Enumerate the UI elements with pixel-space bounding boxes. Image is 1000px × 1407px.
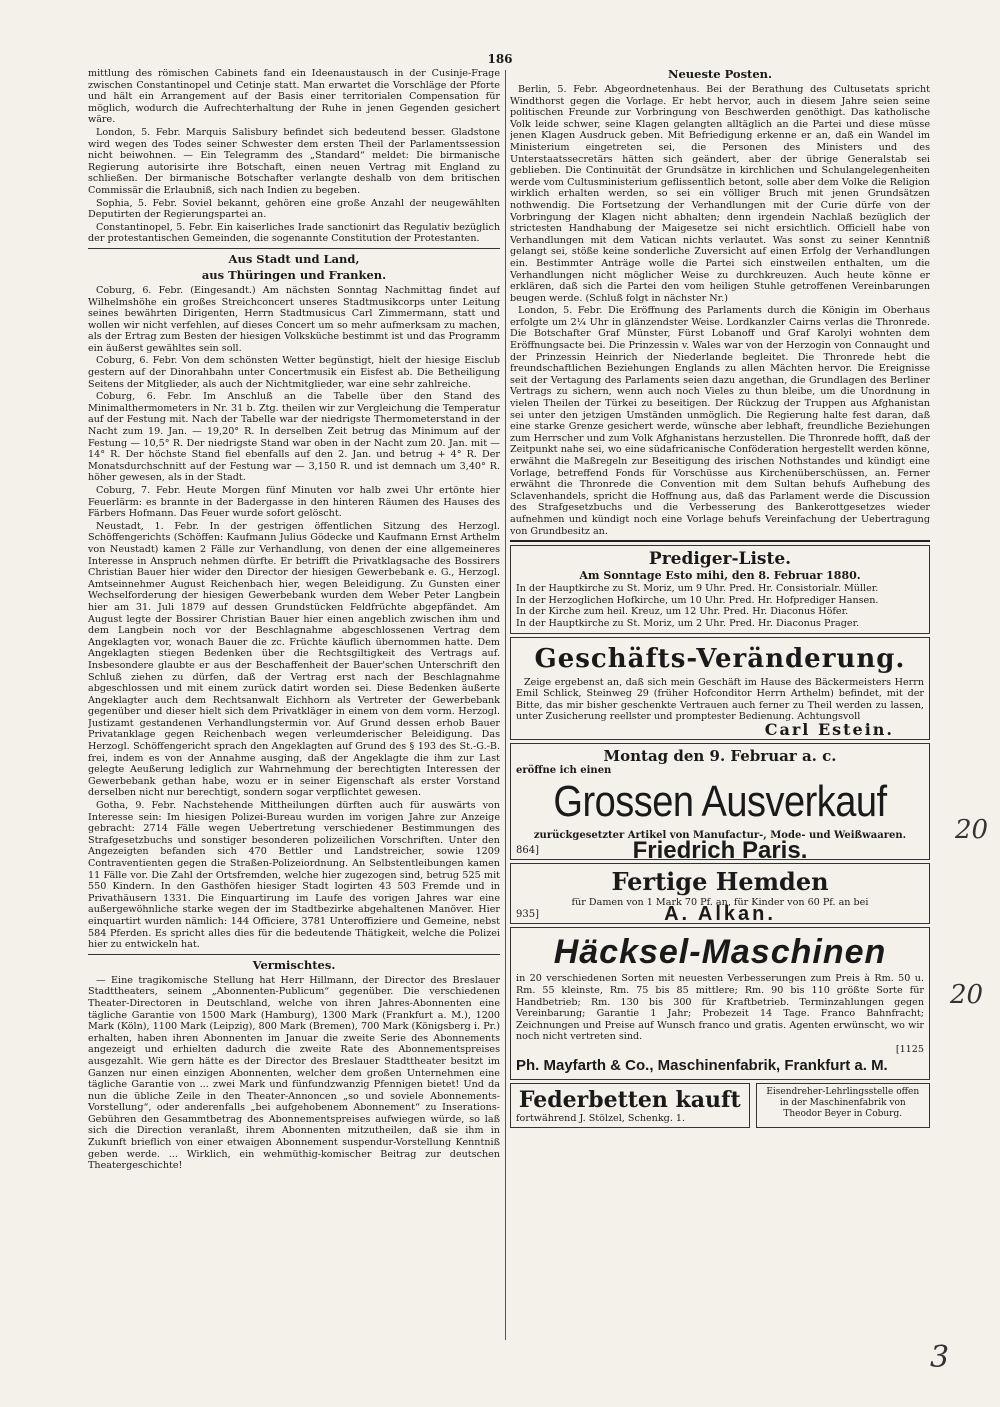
prediger-title: Prediger-Liste. xyxy=(648,549,792,570)
divider xyxy=(88,248,500,249)
article-neustadt: Neustadt, 1. Febr. In der gestrigen öffentlichen Sitzung des Herzogl. Schöffengerichts (Schöffen: Kaufmann Julius Gödecke und Kaufmann Ernst Arthelm von Neustadt) kamen 2 Fälle zur Verhandlung, von denen der eine allgemeineres Interesse in Anspruch nehmen dürfte. Er betrifft die Privatklagsache des Bossirers Christian Bauer hier wider den Director der hiesigen Gewerbebank e. G., Herzogl. Amtseinnehmer August Reichenbach hier, wegen Beleidigung. Zu Gunsten einer Wechselforderung der hiesigen Gewerbebank wurden dem Weber Peter Langbein hier am 31. Juli 1879 auf dessen Grundstücken Feldfrüchte abgepfändet. Am August legte der Bossirer Christian Bauer hier einen angeblich zwischen ihm und dem Langbein noch vor der Beschlagnahme abgeschlossenen Vertrag dem Angeklagten vor, wonach Bauer die zc. Früchte käuflich übernommen hatte. Dem Angeklagten stiegen Bedenken über die Rechtsgiltigkeit des Vertrags auf. Insbesondere glaubte er aus der Beschaffenheit der Bauer'schen Unterschrift den Schluß ziehen zu dürfen, daß der Vertrag erst nach der Beschlagnahme abgeschlossen und mit einem zurück datirt worden sei. Diese Bedenken äußerte Angeklagter auch dem Rechtsanwalt Eichhorn als Vertreter der Gewerbebank gegenüber und dieser hielt sich dem Privatkläger in einem von dem vorm. Herzogl. Justizamt gestandenen Verhandlungstermin vor. Auf Grund dessen erhob Bauer Privatanklage gegen Reichenbach wegen verleumderischer Beleidigung. Das Herzogl. Schöffengericht sprach den Angeklagten auf Grund des § 193 des St.-G.-B. frei, indem es von der Annahme ausging, daß der Angeklagte die ihm zur Last gelegte Aeußerung lediglich zur Wahrnehmung der berechtigten Interessen der Gewerbebank gethan habe, wozu er in seiner Eigenschaft als erster Vorstand derselben nicht nur berechtigt, sondern sogar verpflichtet gewesen. xyxy=(88,520,500,799)
pencil-mark: 3 xyxy=(930,1340,950,1375)
article-london: London, 5. Febr. Marquis Salisbury befindet sich bedeutend besser. Gladstone wird wegen des Todes seiner Schwester dem ersten Theil der Parlamentssession nicht beiwohnen. — Ein Telegramm des „Standard“ meldet: Die birmanische Regierung autorisirte ihre Botschaft, einen neuen Vertrag mit England zu schließen. Der birmanische Botschafter verlangte deshalb von dem britischen Commissär die Erlaubniß, sich nach Indien zu begeben. xyxy=(88,126,500,196)
article-sophia: Sophia, 5. Febr. Soviel bekannt, gehören eine große Anzahl der neugewählten Deputirten der Regierungspartei an. xyxy=(88,197,500,221)
hemden-title: Fertige Hemden xyxy=(611,867,829,897)
alkan-name: A. Alkan. xyxy=(664,902,776,925)
pencil-mark: 20 xyxy=(950,980,984,1010)
section-heading-posten: Neueste Posten. xyxy=(667,68,773,81)
geschaeft-signature: Carl Estein. xyxy=(764,719,894,739)
page-number: 186 xyxy=(487,52,513,66)
divider xyxy=(88,954,500,955)
right-column xyxy=(510,68,930,1348)
divider xyxy=(510,540,930,542)
section-heading-thueringen: aus Thüringen und Franken. xyxy=(201,267,387,282)
column-divider xyxy=(505,70,506,1340)
article-berlin: Berlin, 5. Febr. Abgeordnetenhaus. Bei der Berathung des Cultusetats spricht Windthorst gegen die Vorlage. Er hebt hervor, auch in diesem Jahre seien seine politischen Freunde zur Vorbringung von Beschwerden genöthigt. Das katholische Volk leide schwer, seine Klagen gelangten alltäglich an die Partei und diese müsse jenen Klagen Ausdruck geben. Mit Befriedigung erkenne er an, daß ein Wandel im Ministerium eingetreten sei, die Personen des Ministers und des Unterstaatssecretärs hätten sich geändert, aber der übrige Generalstab sei geblieben. Die Continuität der Grundsätze in kirchlichen und Schulangelegenheiten werde vom Cultusministerium geflissentlich betont, solle aber dem Volke die Religion wirklich erhalten werden, so sei ein völliger Bruch mit jenen Grundsätzen nothwendig. Die Fortsetzung der Verhandlungen mit der Curie dürfe von der Vorbringung der Klagen nicht abhalten; denn irgendein Nachlaß bezüglich der strictesten Handhabung der Maigesetze sei nicht ersichtlich. Officiell habe von Verhandlungen mit dem Vatican nichts verlautet. Was sonst zu seiner Kenntniß gelangt sei, stöße keine sonderliche Zuversicht auf einen Erfolg der Verhandlungen ein. Bestimmter Anträge wolle die Partei sich einstweilen enthalten, um die Verhandlungen nicht möglicher Weise zu durchkreuzen. Auch heute könne er erklären, daß sich die Partei den vom heiligen Stuhle getroffenen Vereinbarungen beugen werde. (Schluß folgt in nächster Nr.) xyxy=(510,84,930,304)
section-heading-vermischtes: Vermischtes. xyxy=(252,957,336,972)
friedrich-name: Friedrich Paris. xyxy=(632,836,808,864)
haeckel-text: in 20 verschiedenen Sorten mit neuesten Verbesserungen zum Preis à Rm. 50 u. Rm. 55 kleinste, Rm. 75 bis 85 mittlere; Rm. 90 bis 110 größte Sorte für Handbetrieb; Rm. 130 bis 300 für Kraftbetrieb. Terminzahlungen gegen Vereinbarung; Garantie 1 Jahr; Probezeit 14 Tage. Franco Bahnfracht; Zeichnungen und Preise auf Wunsch franco und gratis. Agenten erwünscht, wo wir noch nicht vertreten sind. xyxy=(516,973,924,1043)
hemden-text: für Damen von 1 Mark 70 Pf. an, für Kinder von 60 Pf. an bei xyxy=(571,897,869,909)
bottom-ads-row xyxy=(510,1083,930,1129)
ad-number: [1125 xyxy=(895,1044,924,1056)
montag-line: Montag den 9. Februar a. c. xyxy=(603,746,837,765)
ad-geschaefts-veraenderung xyxy=(510,637,930,740)
ad-ausverkauf xyxy=(510,743,930,864)
ad-hemden xyxy=(510,863,930,924)
article-coburg-4: Coburg, 7. Febr. Heute Morgen fünf Minuten vor halb zwei Uhr ertönte hier Feuerlärm: es brannte in der Badergasse in den hinteren Räumen des Hauses des Färbers Hofmann. Das Feuer wurde sofort gelöscht. xyxy=(88,485,500,520)
prediger-line: In der Kirche zum heil. Kreuz, um 12 Uhr. Pred. Hr. Diaconus Höfer. xyxy=(516,606,849,618)
ad-haeckel-maschinen xyxy=(510,927,930,1079)
ad-eisendreher: Eisendreher-Lehrlingsstelle offen in der Maschinenfabrik von Theodor Beyer in Coburg. xyxy=(756,1083,931,1129)
article-vermischtes: — Eine tragikomische Stellung hat Herr Hillmann, der Director des Breslauer Stadttheaters, seinem „Abonnenten-Publicum“ gegenüber. Die verschiedenen Theater-Directoren in Deutschland, welche von ihren Jahres-Abonnenten eine tägliche Garantie von 1500 Mark (Hamburg), 1300 Mark (Frankfurt a. M.), 1200 Mark (Köln), 1100 Mark (Leipzig), 800 Mark (Bremen), 700 Mark (Königsberg i. Pr.) erhalten, haben ihren Abonnenten im Januar die zweite Serie des Abonnements angezeigt und erhielten dadurch die zweite Rate des Abonnementspreises ausgezahlt. Wie gern hätte es der Director des Breslauer Stadttheater besitzt im Ganzen nur einen einzigen Abonnenten, welcher dem großen Unternehmen eine tägliche Garantie von ... zwei Mark und fünfundzwanzig Pfennigen bietet! Und da nun die übliche Zeile in den Theater-Annoncen „so und soviele Abonnements-Vorstellung“, oder anderenfalls „bei aufgehobenem Abonnement“ zu Inserations-Gebühren den Gesammtbetrag des Abonnementspreises aufwiegen würde, so laß sich die Direction veranlaßt, ihrem Abonnenten mitzutheilen, daß sie ihm in Zukunft brieflich von einer etwaigen Abonnement suspendur-Vorstellung Kenntniß geben werde. ... Wirklich, ein wehmüthig-komischer Beitrag zur deutschen Theatergeschichte! xyxy=(88,974,500,1172)
article-constantinopel: Constantinopel, 5. Febr. Ein kaiserliches Irade sanctionirt das Regulativ bezüglich der protestantischen Gemeinden, die sogenannte Constitution der Protestanten. xyxy=(88,221,500,245)
article-intro: mittlung des römischen Cabinets fand ein Ideenaustausch in der Cusinje-Frage zwischen Constantinopel und Cetinje statt. Man erwartet die Vorschläge der Pforte und hält ein Arrangement auf der Basis einer territorialen Compensation für möglich, wodurch die Aufrechterhaltung der Ruhe in jenen Gegenden gesichert wäre. xyxy=(88,68,500,126)
article-coburg-3: Coburg, 6. Febr. Im Anschluß an die Tabelle über den Stand des Minimalthermometers in Nr. 31 b. Ztg. theilen wir zur Vergleichung die Temperatur auf der Festung mit. Nach der Tabelle war der niedrigste Thermometerstand in der Nacht zum 19. Jan. — 19,20° R. In derselben Zeit betrug das Minimum auf der Festung — 10,5° R. Der niedrigste Stand war oben in der Nacht zum 20. Jan. mit — 14° R. Der höchste Stand fiel ebenfalls auf den 2. Jan. und betrug + 4° R. Der Monatsdurchschnitt auf der Festung war — 3,150 R. und ist demnach um 3,40° R. höher gewesen, als in der Stadt. xyxy=(88,391,500,484)
mayfarth-line: Ph. Mayfarth & Co., Maschinenfabrik, Frankfurt a. M. xyxy=(516,1056,888,1074)
article-coburg-2: Coburg, 6. Febr. Von dem schönsten Wetter begünstigt, hielt der hiesige Eisclub gestern auf der Dinorahbahn unter Concertmusik ein Eisfest ab. Die Betheiligung Seitens der Mitglieder, als auch der Nichtmitglieder, war eine sehr zahlreiche. xyxy=(88,355,500,390)
section-heading-land: Aus Stadt und Land, xyxy=(228,251,360,266)
prediger-line: In der Hauptkirche zu St. Moriz, um 9 Uhr. Pred. Hr. Consistorialr. Müller. xyxy=(516,583,879,595)
ad-prediger-liste xyxy=(510,545,930,633)
prediger-subtitle: Am Sonntage Esto mihi, den 8. Februar 1880. xyxy=(579,569,861,583)
pencil-mark: 20 xyxy=(955,815,989,845)
geschaeft-text: Zeige ergebenst an, daß sich mein Geschäft im Hause des Bäckermeisters Herrn Emil Schlick, Steinweg 29 (früher Hofconditor Herrn Arthelm) befindet, mit der Bitte, das mir bisher geschenkte Vertrauen auch ferner zu Theil werden zu lassen, unter Zusicherung reellster und promptester Bedienung. Achtungsvoll xyxy=(516,676,924,723)
feder-text: fortwährend J. Stölzel, Schenkg. 1. xyxy=(516,1112,686,1124)
artikel-line: zurückgesetzter Artikel von Manufactur-, Mode- und Weißwaaren. xyxy=(533,830,907,842)
article-coburg-1: Coburg, 6. Febr. (Eingesandt.) Am nächsten Sonntag Nachmittag findet auf Wilhelmshöhe ein großes Streichconcert unseres Stadtmusikcorps unter Leitung seines bewährten Dirigenten, Herrn Stadtmusicus Carl Zimmermann, statt und wollen wir nicht verfehlen, auf dieses Concert um so mehr aufmerksam zu machen, als der Ertrag zum Besten der hiesigen Volksküche bestimmt ist und das Programm ein äußerst gewähltes sein soll. xyxy=(88,284,500,354)
prediger-line: In der Herzoglichen Hofkirche, um 10 Uhr. Pred. Hr. Hofprediger Hansen. xyxy=(516,594,879,606)
left-column xyxy=(88,68,500,1338)
ad-number: 864] xyxy=(516,844,539,856)
geschaeft-title: Geschäfts-Veränderung. xyxy=(534,643,906,674)
ad-federbetten xyxy=(510,1083,750,1129)
eroeffne-line: eröffne ich einen xyxy=(516,764,612,776)
ausverkauf-title: Grossen Ausverkauf xyxy=(553,777,887,827)
article-london-parliament: London, 5. Febr. Die Eröffnung des Parlaments durch die Königin im Oberhaus erfolgte um 2¼ Uhr in glänzendster Weise. Lordkanzler Cairns verlas die Thronrede. Die Botschafter Graf Münster, Fürst Lobanoff und Graf Karolyi wohnten dem Eröffnungsacte bei. Die Prinzessin v. Wales war von der Herzogin von Connaught und der Prinzessin Heinrich der Niederlande begleitet. Die Thronrede hebt die freundschaftlichen Beziehungen Englands zu allen Mächten hervor. Die Ereignisse seit der Vertagung des Parlaments seien dazu angethan, die Grundlagen des Berliner Vertrags zu sichern, wenn auch noch Vieles zu thun bleibe, um die Unordnung in vielen Theilen der Türkei zu beseitigen. Der Rückzug der Truppen aus Afghanistan sei unter den jetzigen Umständen unmöglich. Die Regierung halte fest daran, daß eine starke Grenze gesichert werde, wünsche aber lebhaft, freundliche Beziehungen zum Herrscher und zum Volk Afghanistans herzustellen. Die Thronrede hofft, daß der Zeitpunkt nahe sei, wo eine südafricanische Conföderation hergestellt werden könne, erwähnt die Maßregeln zur Beseitigung des irischen Nothstandes und kündigt eine Vorlage, betreffend Fonds für Vorschüsse aus Kirchenüberschüssen, an. Ferner erwähnt die Thronrede die Convention mit dem Sultan behufs Aufhebung des Sclavenhandels, spricht die Hoffnung aus, daß das Parlament werde die Discussion des Strafgesetzbuchs und die Verbesserung des Bankerottgesetzes wieder aufnehmen und kündigt noch eine Vorlage behufs Vereinfachung der Uebertragung von Grundbesitz an. xyxy=(510,305,930,537)
haeckel-title: Häcksel-Maschinen xyxy=(553,933,887,972)
ad-number: 935] xyxy=(516,908,539,920)
prediger-line: In der Hauptkirche zu St. Moriz, um 2 Uhr. Pred. Hr. Diaconus Prager. xyxy=(516,617,860,629)
article-gotha: Gotha, 9. Febr. Nachstehende Mittheilungen dürften auch für auswärts von Interesse sein: Im hiesigen Polizei-Bureau wurden im vorigen Jahre zur Anzeige gebracht: 2714 Fälle wegen Uebertretung verschiedener Bestimmungen des Strafgesetzbuchs und sonstiger besonderen polizeilichen Vorschriften. Unter den Angezeigten befanden sich 470 Bettler und Landstreicher, sowie 1209 Contraventienten gegen die Straßen-Polizeiordnung. An Selbstentleibungen kamen 11 Fälle vor. Die Zahl der Ortsfremden, welche hier zugezogen sind, betrug 525 mit 550 Kindern. In den Gasthöfen hiesiger Stadt logirten 43 503 Fremde und in Privathäusern 1331. Die Einquartirung im Laufe des vorigen Jahres war eine außergewöhnliche starke wegen der im Stadtbezirke abgehaltenen Manöver. Hier einquartirt wurden nämlich: 144 Officiere, 3781 Unteroffiziere und Gemeine, nebst 584 Pferden. Es spricht alles dies für die bedeutende Thätigkeit, welche die Polizei hier zu entwickeln hat. xyxy=(88,800,500,951)
feder-title: Federbetten kauft xyxy=(518,1086,741,1113)
